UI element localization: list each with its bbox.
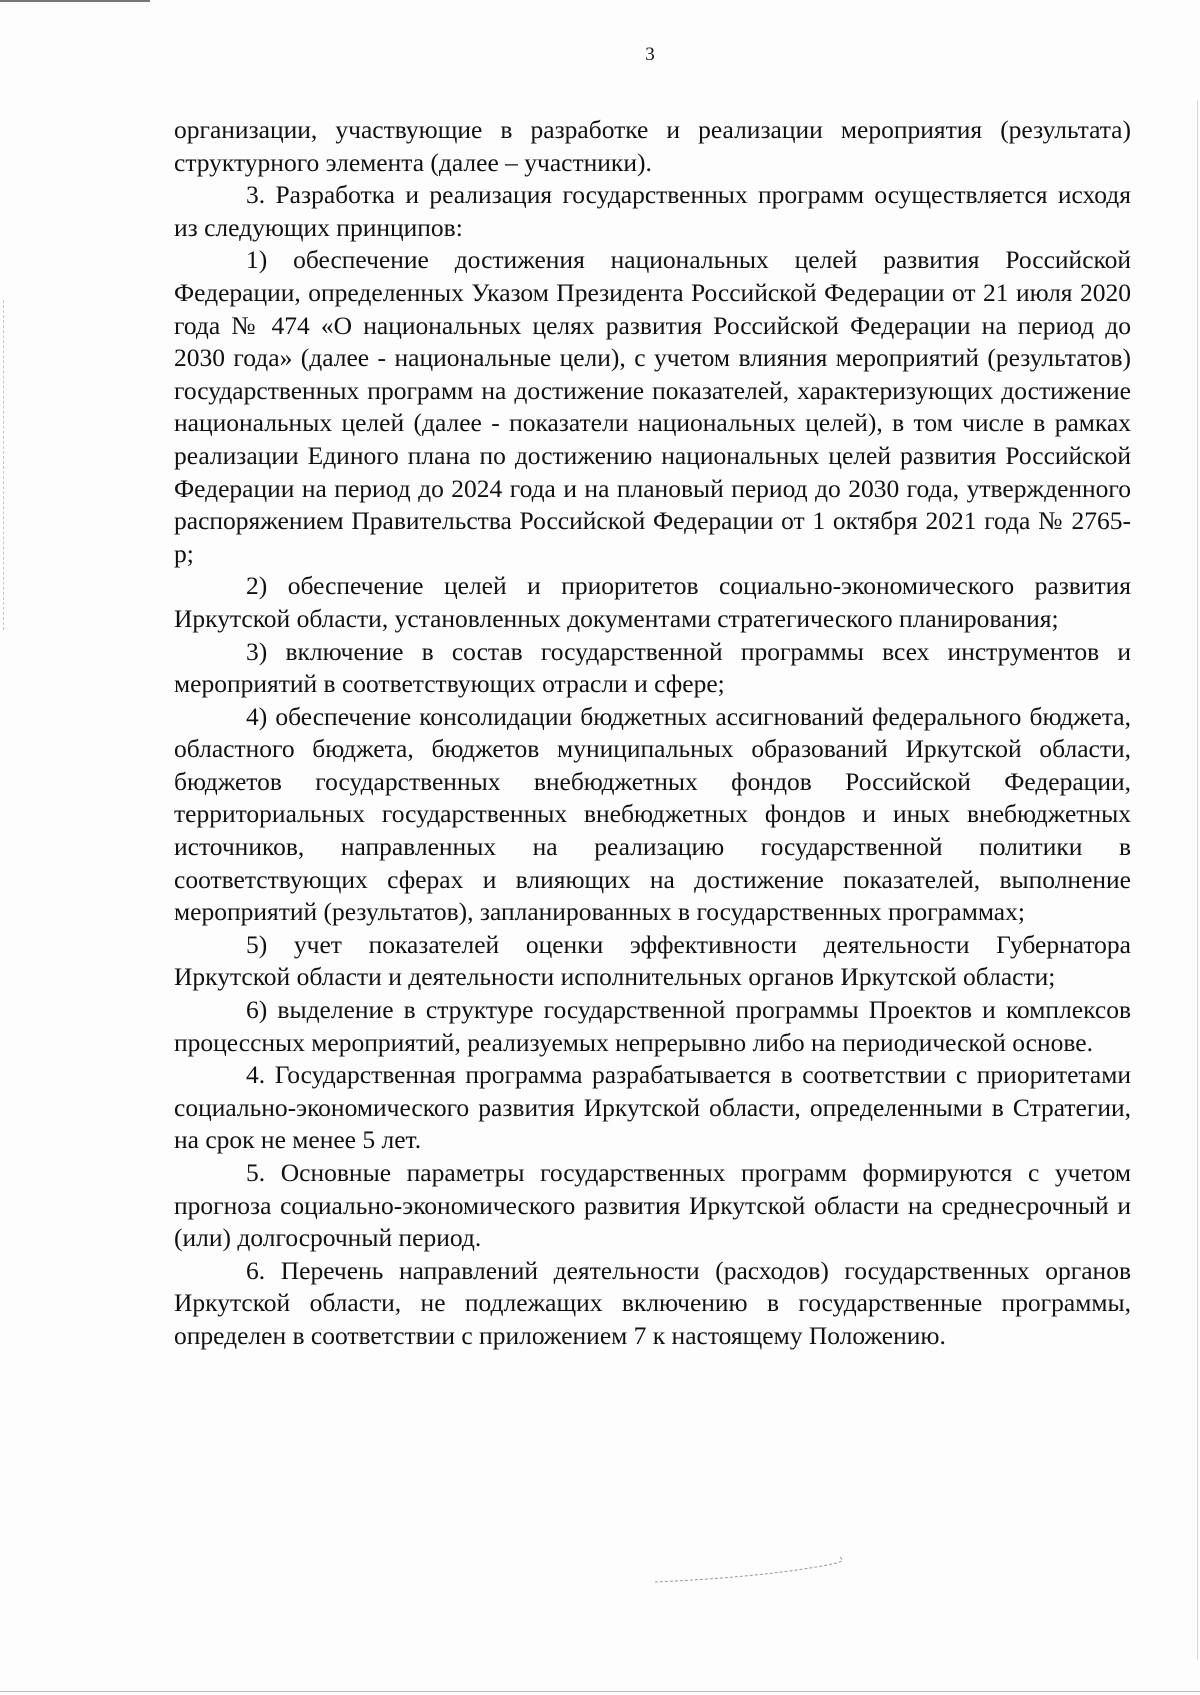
paragraph: организации, участвующие в разработке и реализации мероприятия (результата) структурного элемента (далее – участники). xyxy=(174,115,1131,177)
right-scan-edge xyxy=(1197,100,1198,1660)
paragraph: 3. Разработка и реализация государственных программ осуществляется исходя из следующих принципов: xyxy=(174,180,1131,242)
paragraph: 5. Основные параметры государственных программ формируются с учетом прогноза социально-экономического развития Иркутской области на среднесрочный и (или) долгосрочный период. xyxy=(174,1158,1131,1253)
paragraph: 4. Государственная программа разрабатывается в соответствии с приоритетами социально-экономического развития Иркутской области, определенными в Стратегии, на срок не менее 5 лет. xyxy=(174,1060,1131,1155)
paragraph: 5) учет показателей оценки эффективности деятельности Губернатора Иркутской области и деятельности исполнительных органов Иркутской области; xyxy=(174,929,1131,992)
paragraph: 6) выделение в структуре государственной программы Проектов и комплексов процессных мероприятий, реализуемых непрерывно либо на периодической основе. xyxy=(174,995,1131,1057)
paragraph: 2) обеспечение целей и приоритетов социально-экономического развития Иркутской области, установленных документами стратегического планирования; xyxy=(174,571,1131,633)
document-body xyxy=(174,114,1131,1353)
scan-stroke-mark xyxy=(650,1550,850,1590)
bottom-scan-rule xyxy=(0,1691,1200,1692)
paragraph: 4) обеспечение консолидации бюджетных ассигнований федерального бюджета, областного бюджета, бюджетов муниципальных образований Иркутской области, бюджетов государственных внебюджетных фондов Российской Федерации, территориальных государственных внебюджетных фондов и иных внебюджетных источников, направленных на реализацию государственной политики в соответствующих сферах и влияющих на достижение показателей, выполнение мероприятий (результатов), запланированных в государственных программах; xyxy=(174,701,1131,927)
paragraph: 3) включение в состав государственной программы всех инструментов и мероприятий в соответствующих отрасли и сфере; xyxy=(174,636,1131,699)
paragraph: 1) обеспечение достижения национальных целей развития Российской Федерации, определенных Указом Президента Российской Федерации от 21 июля 2020 года № 474 «О национальных целях развития Российской Федерации на период до 2030 года» (далее - национальные цели), с учетом влияния мероприятий (результатов) государственных программ на достижение показателей, характеризующих достижение национальных целей (далее - показатели национальных целей), в том числе в рамках реализации Единого плана по достижению национальных целей развития Российской Федерации на период до 2024 года и на плановый период до 2030 года, утвержденного распоряжением Правительства Российской Федерации от 1 октября 2021 года № 2765-р; xyxy=(174,245,1131,568)
page-number: 3 xyxy=(645,44,655,65)
left-scan-specks xyxy=(3,300,6,630)
paragraph: 6. Перечень направлений деятельности (расходов) государственных органов Иркутской области, не подлежащих включению в государственные программы, определен в соответствии с приложением 7 к настоящему Положению. xyxy=(174,1255,1131,1350)
top-scan-rule xyxy=(0,0,150,2)
